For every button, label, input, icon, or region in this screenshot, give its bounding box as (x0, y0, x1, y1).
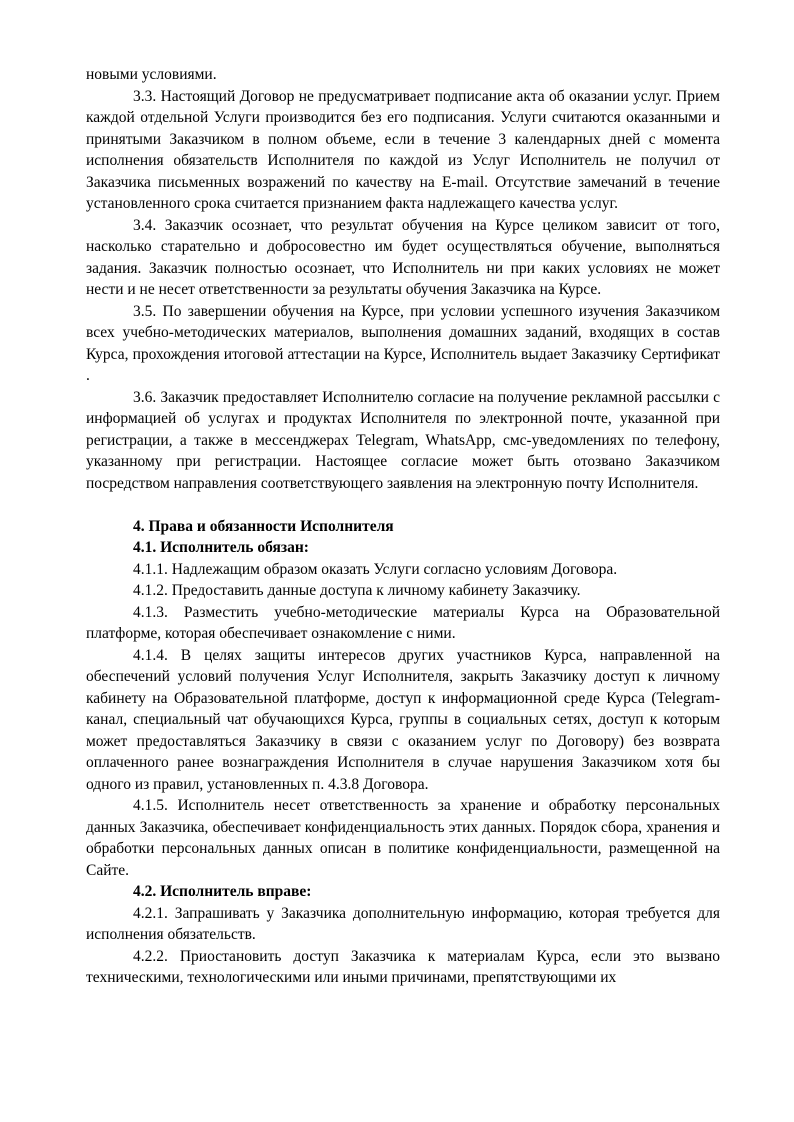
paragraph-3-4: 3.4. Заказчик осознает, что результат обучения на Курсе целиком зависит от того, насколько старательно и добросовестно им будет осуществляться обучение, выполняться задания. Заказчик полностью осознает, что Исполнитель ни при каких условиях не может нести и не несет ответственности за результаты обучения Заказчика на Курсе. (86, 216, 720, 298)
paragraph-4-1-5: 4.1.5. Исполнитель несет ответственность за хранение и обработку персональных данных Заказчика, обеспечивает конфиденциальность этих данных. Порядок сбора, хранения и обработки персональных данных описан в политике конфиденциальности, размещенной на Сайте. (86, 797, 720, 879)
paragraph-3-3: 3.3. Настоящий Договор не предусматривает подписание акта об оказании услуг. Прием каждой отдельной Услуги производится без его подписания. Услуги считаются оказанными и принятыми Заказчиком в полном объеме, если в течение 3 календарных дней с момента исполнения обязательств Исполнителя по каждой из Услуг Исполнитель не получил от Заказчика письменных возражений по качеству на E-mail. Отсутствие замечаний в течение установленного срока считается признанием факта надлежащего качества услуг. (86, 87, 720, 212)
document-body (86, 64, 720, 989)
section-heading-4-2: 4.2. Исполнитель вправе: (133, 883, 312, 900)
section-heading-4: 4. Права и обязанности Исполнителя (133, 517, 394, 535)
paragraph-3-6: 3.6. Заказчик предоставляет Исполнителю согласие на получение рекламной рассылки с информацией об услугах и продуктах Исполнителя по электронной почте, указанной при регистрации, а также в мессенджерах Telegram, WhatsApp, смс-уведомлениях по телефону, указанному при регистрации. Настоящее согласие может быть отозвано Заказчиком посредством направления соответствующего заявления на электронную почту Исполнителя. (86, 388, 720, 492)
paragraph-4-2-1: 4.2.1. Запрашивать у Заказчика дополнительную информацию, которая требуется для исполнения обязательств. (86, 904, 720, 943)
section-heading-4-1: 4.1. Исполнитель обязан: (133, 539, 309, 556)
paragraph-4-2-2: 4.2.2. Приостановить доступ Заказчика к материалам Курса, если это вызвано техническими, технологическими или иными причинами, препятствующими их (86, 947, 720, 986)
paragraph-4-1-4: 4.1.4. В целях защиты интересов других участников Курса, направленной на обеспечений условий получения Услуг Исполнителя, закрыть Заказчику доступ к личному кабинету на Образовательной платформе, доступ к информационной среде Курса (Telegram-канал, специальный чат обучающихся Курса, группы в социальных сетях, доступ к которым может предоставляться Заказчику в связи с оказанием услуг по Договору) без возврата оплаченного ранее вознаграждения Исполнителя в случае нарушения Заказчиком хотя бы одного из правил, установленных п. 4.3.8 Договора. (86, 646, 720, 793)
paragraph-4-1-2: 4.1.2. Предоставить данные доступа к личному кабинету Заказчику. (133, 582, 581, 599)
paragraph-4-1-1: 4.1.1. Надлежащим образом оказать Услуги согласно условиям Договора. (133, 560, 618, 578)
blank-line (86, 494, 720, 516)
paragraph-4-1-3: 4.1.3. Разместить учебно-методические материалы Курса на Образовательной платформе, которая обеспечивает ознакомление с ними. (86, 603, 720, 642)
paragraph-continuation: новыми условиями. (86, 66, 217, 83)
paragraph-3-5: 3.5. По завершении обучения на Курсе, при условии успешного изучения Заказчиком всех учебно-методических материалов, выполнения домашних заданий, входящих в состав Курса, прохождения итоговой аттестации на Курсе, Исполнитель выдает Заказчику Сертификат . (86, 302, 720, 384)
